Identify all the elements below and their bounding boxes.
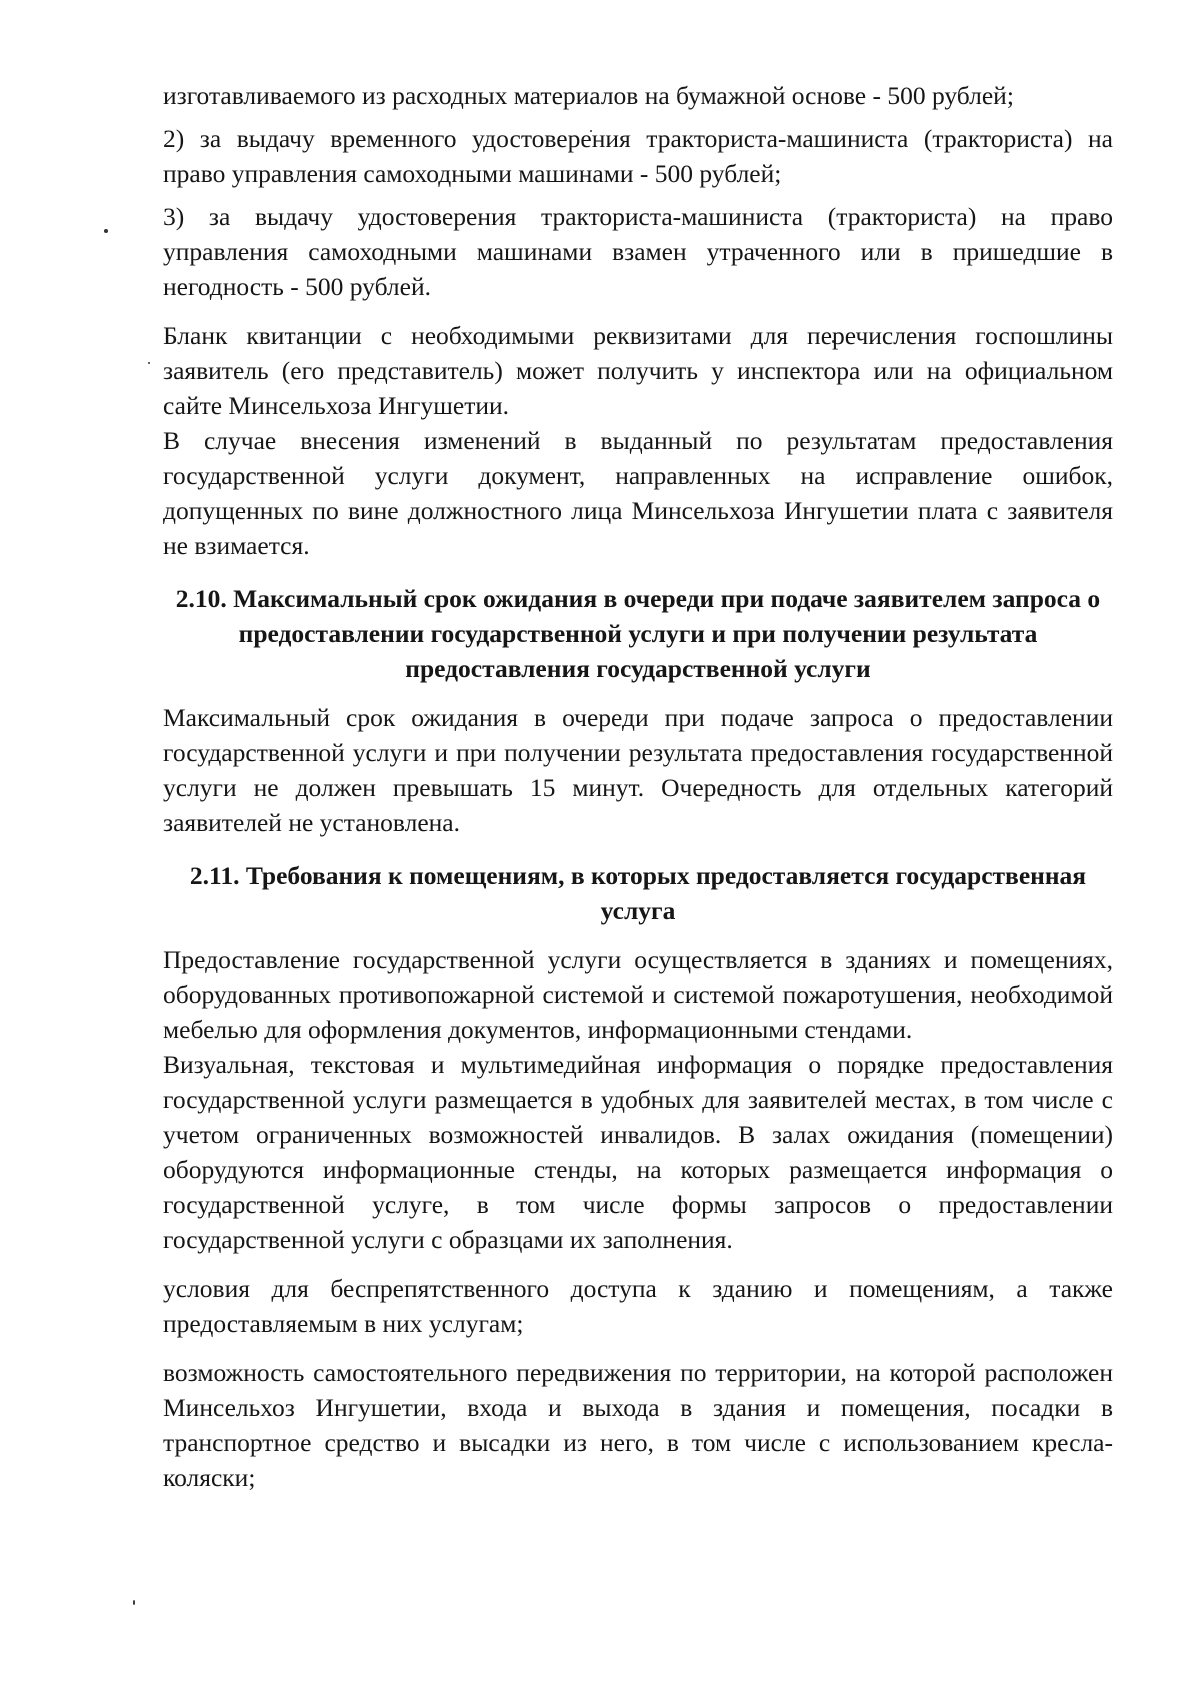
document-body [163, 78, 1113, 1495]
scan-speck [148, 362, 150, 364]
paragraph-premises: Предоставление государственной услуги осуществляется в зданиях и помещениях, оборудованных противопожарной системой и системой пожаротушения, необходимой мебелью для оформления документов, информационными стендами. [163, 945, 1113, 1044]
paragraph-fee-replacement-license: 3) за выдачу удостоверения тракториста-машиниста (тракториста) на право управления самоходными машинами взамен утраченного или в пришедшие в негодность - 500 рублей. [163, 202, 1113, 301]
scan-speck [133, 1600, 135, 1605]
paragraph-information: Визуальная, текстовая и мультимедийная информация о порядке предоставления государственной услуги размещается в удобных для заявителей местах, в том числе с учетом ограниченных возможностей инвалидов. В залах ожидания (помещении) оборудуются информационные стенды, на которых размещается информация о государственной услуге, в том числе формы запросов о предоставлении государственной услуги с образцами их заполнения. [163, 1050, 1113, 1254]
paragraph-fee-paper: изготавливаемого из расходных материалов на бумажной основе - 500 рублей; [163, 81, 1014, 110]
section-heading-2-11: 2.11. Требования к помещениям, в которых предоставляется государственная услуга [189, 861, 1087, 925]
paragraph-queue-time: Максимальный срок ожидания в очереди при подаче запроса о предоставлении государственной услуги и при получении результата предоставления государственной услуги не должен превышать 15 минут. Очередность для отдельных категорий заявителей не установлена. [163, 703, 1113, 837]
paragraph-movement: возможность самостоятельного передвижения по территории, на которой расположен Минсельхоз Ингушетии, входа и выхода в здания и помещения, посадки в транспортное средство и высадки из него, в том числе с использованием кресла-коляски; [163, 1358, 1113, 1492]
scan-speck [104, 229, 108, 233]
paragraph-fee-temporary-license: 2) за выдачу временного удостоверения тракториста-машиниста (тракториста) на право управления самоходными машинами - 500 рублей; [163, 124, 1113, 188]
section-heading-2-10: 2.10. Максимальный срок ожидания в очереди при подаче заявителем запроса о предоставлении государственной услуги и при получении результата предоставления государственной услуги [175, 584, 1101, 683]
paragraph-receipt-form: Бланк квитанции с необходимыми реквизитами для перечисления госпошлины заявитель (его представитель) может получить у инспектора или на официальном сайте Минсельхоза Ингушетии. [163, 321, 1113, 420]
paragraph-no-fee-corrections: В случае внесения изменений в выданный по результатам предоставления государственной услуги документ, направленных на исправление ошибок, допущенных по вине должностного лица Минсельхоза Ингушетии плата с заявителя не взимается. [163, 426, 1113, 560]
paragraph-access-conditions: условия для беспрепятственного доступа к зданию и помещениям, а также предоставляемым в них услугам; [163, 1274, 1113, 1338]
